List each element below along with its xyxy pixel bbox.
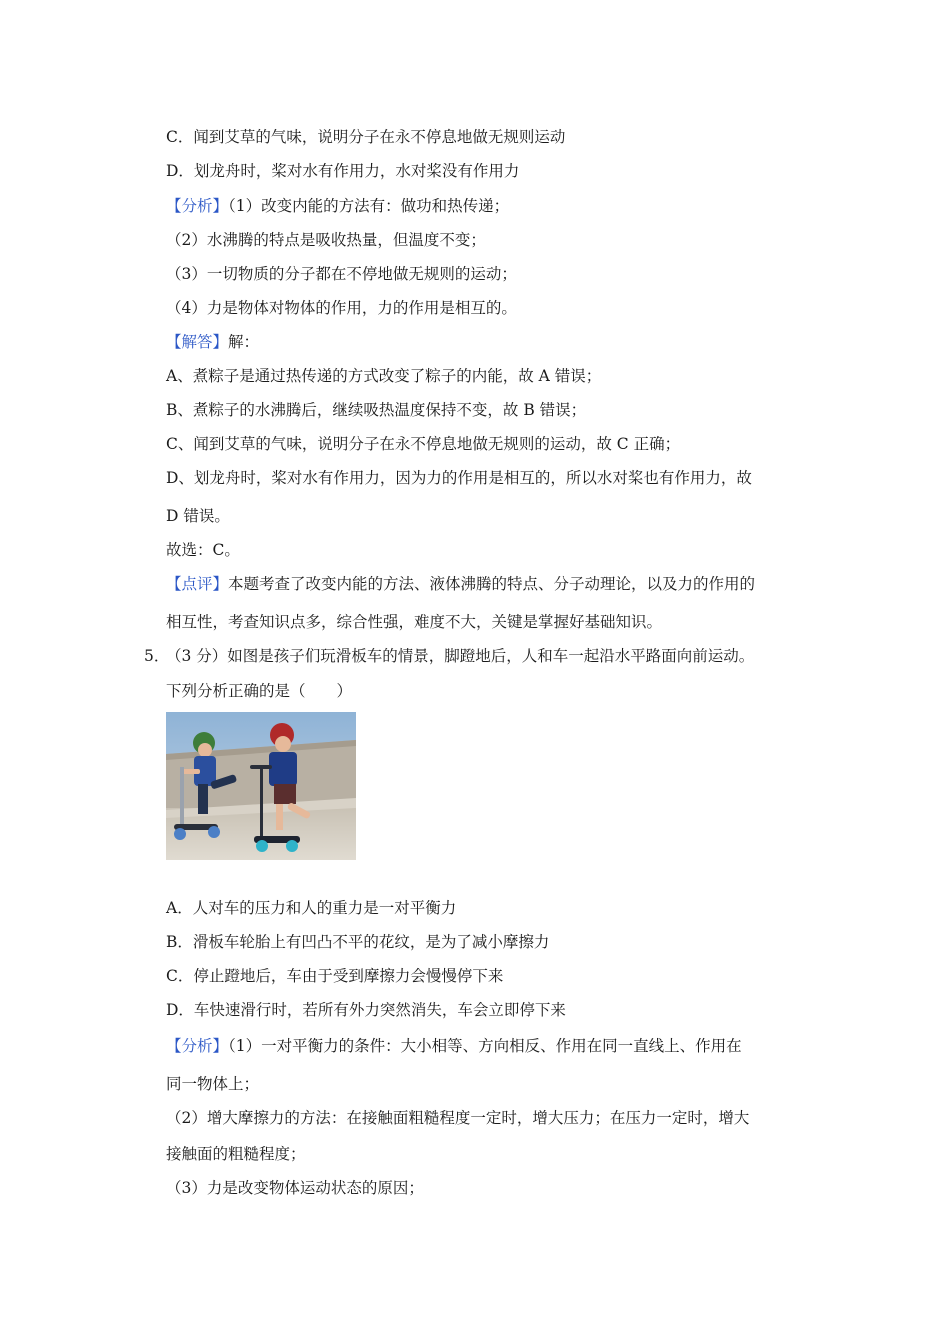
- prev-option-d: D．划龙舟时，桨对水有作用力，水对桨没有作用力: [166, 162, 520, 180]
- prev-answer-c: C、闻到艾草的气味，说明分子在永不停息地做无规则的运动，故 C 正确；: [166, 435, 681, 453]
- scooter-photo: [166, 712, 356, 860]
- option-d: D．车快速滑行时，若所有外力突然消失，车会立即停下来: [166, 1001, 566, 1019]
- prev-analysis-line-2: （2）水沸腾的特点是吸收热量，但温度不变；: [166, 231, 486, 249]
- prev-answer-b: B、煮粽子的水沸腾后，继续吸热温度保持不变，故 B 错误；: [166, 401, 587, 419]
- prev-answer-heading: 【解答】解：: [166, 333, 260, 351]
- prev-analysis-line-1: 【分析】（1）改变内能的方法有：做功和热传递；: [166, 197, 510, 215]
- prev-comment-line-2: 相互性，考查知识点多，综合性强，难度不大，关键是掌握好基础知识。: [166, 613, 663, 631]
- question-number: 5．: [144, 647, 170, 665]
- prev-answer-d-line-1: D、划龙舟时，桨对水有作用力，因为力的作用是相互的，所以水对桨也有作用力，故: [166, 469, 752, 487]
- analysis-line-2a: （2）增大摩擦力的方法：在接触面粗糙程度一定时，增大压力；在压力一定时，增大: [166, 1109, 750, 1127]
- analysis-line-1b: 同一物体上；: [166, 1075, 260, 1093]
- analysis-tag: 【分析】: [166, 1037, 229, 1055]
- prev-comment-line-1: 【点评】本题考查了改变内能的方法、液体沸腾的特点、分子动理论，以及力的作用的: [166, 575, 756, 593]
- option-a: A．人对车的压力和人的重力是一对平衡力: [166, 899, 457, 917]
- prev-option-c: C．闻到艾草的气味，说明分子在永不停息地做无规则运动: [166, 128, 566, 146]
- prev-choice: 故选：C。: [166, 541, 240, 559]
- prev-answer-d-line-2: D 错误。: [166, 507, 230, 525]
- prev-analysis-line-4: （4）力是物体对物体的作用，力的作用是相互的。: [166, 299, 517, 317]
- comment-tag: 【点评】: [166, 575, 229, 593]
- answer-tag: 【解答】: [166, 333, 229, 351]
- prev-analysis-line-3: （3）一切物质的分子都在不停地做无规则的运动；: [166, 265, 517, 283]
- analysis-tag: 【分析】: [166, 197, 229, 215]
- option-b: B．滑板车轮胎上有凹凸不平的花纹，是为了减小摩擦力: [166, 933, 550, 951]
- analysis-line-2b: 接触面的粗糙程度；: [166, 1145, 306, 1163]
- question-stem-line-2: 下列分析正确的是（ ）: [166, 682, 353, 700]
- prev-answer-a: A、煮粽子是通过热传递的方式改变了粽子的内能，故 A 错误；: [166, 367, 602, 385]
- scooter-photo-illustration: [166, 712, 356, 860]
- option-c: C．停止蹬地后，车由于受到摩擦力会慢慢停下来: [166, 967, 504, 985]
- analysis-line-1a: 【分析】（1）一对平衡力的条件：大小相等、方向相反、作用在同一直线上、作用在: [166, 1037, 742, 1055]
- question-stem-line-1: （3 分）如图是孩子们玩滑板车的情景，脚蹬地后，人和车一起沿水平路面向前运动。: [166, 647, 755, 665]
- analysis-line-3: （3）力是改变物体运动状态的原因；: [166, 1179, 424, 1197]
